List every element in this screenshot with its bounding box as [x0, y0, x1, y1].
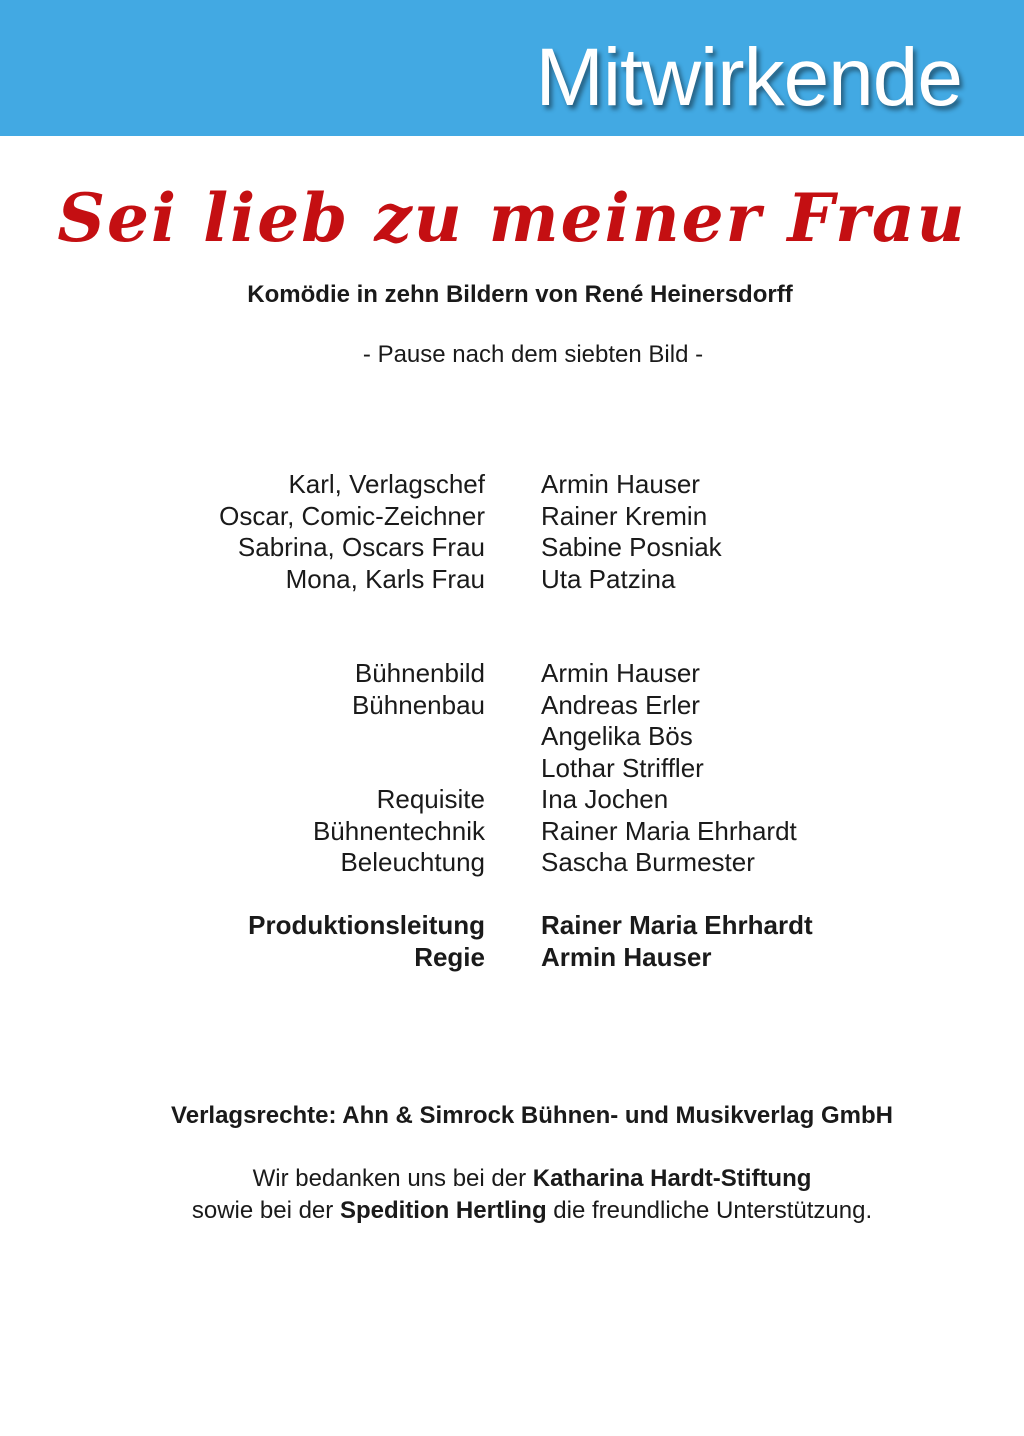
leadership-person: Armin Hauser: [541, 941, 712, 972]
sponsor-name: Spedition Hertling: [339, 1197, 547, 1224]
cast-row: [0, 499, 1024, 531]
crew-person: Rainer Maria Ehrhardt: [541, 815, 797, 846]
cast-role: Karl, Verlagschef: [288, 469, 485, 499]
thanks-suffix: die freundliche Unterstützung.: [546, 1197, 873, 1224]
cast-role: Oscar, Comic-Zeichner: [219, 500, 485, 531]
leadership-row: [0, 908, 1024, 940]
crew-person: Angelika Bös: [541, 721, 693, 751]
banner-title: Mitwirkende: [535, 32, 962, 123]
play-title: Sei lieb zu meiner Frau: [57, 179, 967, 257]
leadership-row: [0, 940, 1024, 972]
crew-role: Bühnenbild: [354, 658, 485, 688]
cast-person: Armin Hauser: [541, 469, 700, 499]
crew-person: Sascha Burmester: [541, 847, 755, 877]
credits-list: [0, 467, 1024, 971]
thanks-line-1: [0, 1163, 1024, 1195]
crew-person: Ina Jochen: [541, 784, 669, 814]
crew-role: Bühnenbau: [351, 689, 485, 720]
cast-role: Mona, Karls Frau: [285, 563, 485, 594]
cast-row: [0, 467, 1024, 499]
crew-row: [0, 656, 1024, 688]
crew-row: [0, 688, 1024, 720]
leadership-role: Regie: [414, 941, 485, 972]
cast-person: Uta Patzina: [541, 563, 676, 594]
section-spacer: [0, 593, 1024, 656]
cast-row: [0, 562, 1024, 594]
crew-role: Requisite: [376, 784, 485, 814]
cast-person: Sabine Posniak: [541, 532, 722, 562]
thanks-prefix: sowie bei der: [191, 1197, 340, 1224]
leadership-role: Produktionsleitung: [248, 910, 485, 940]
crew-row: [0, 814, 1024, 846]
thanks-prefix: Wir bedanken uns bei der: [252, 1165, 533, 1192]
crew-person: Lothar Striffler: [541, 752, 704, 783]
sponsor-name: Katharina Hardt-Stiftung: [532, 1165, 812, 1192]
pause-note: - Pause nach dem siebten Bild -: [362, 341, 704, 368]
thanks-line-2: [0, 1195, 1024, 1227]
crew-row: [0, 782, 1024, 814]
crew-role: Beleuchtung: [340, 847, 485, 877]
crew-row: [0, 751, 1024, 783]
publishing-rights: Verlagsrechte: Ahn & Simrock Bühnen- und Musikverlag GmbH: [171, 1102, 893, 1129]
header-banner: [0, 0, 1024, 136]
crew-person: Andreas Erler: [541, 689, 700, 720]
crew-row: [0, 719, 1024, 751]
play-subtitle: Komödie in zehn Bildern von René Heinersdorff: [247, 281, 793, 308]
crew-person: Armin Hauser: [541, 658, 700, 688]
cast-person: Rainer Kremin: [541, 500, 708, 531]
section-spacer: [0, 877, 1024, 909]
crew-role: Bühnentechnik: [312, 815, 485, 846]
cast-row: [0, 530, 1024, 562]
crew-row: [0, 845, 1024, 877]
leadership-person: Rainer Maria Ehrhardt: [541, 910, 813, 940]
cast-role: Sabrina, Oscars Frau: [237, 532, 485, 562]
